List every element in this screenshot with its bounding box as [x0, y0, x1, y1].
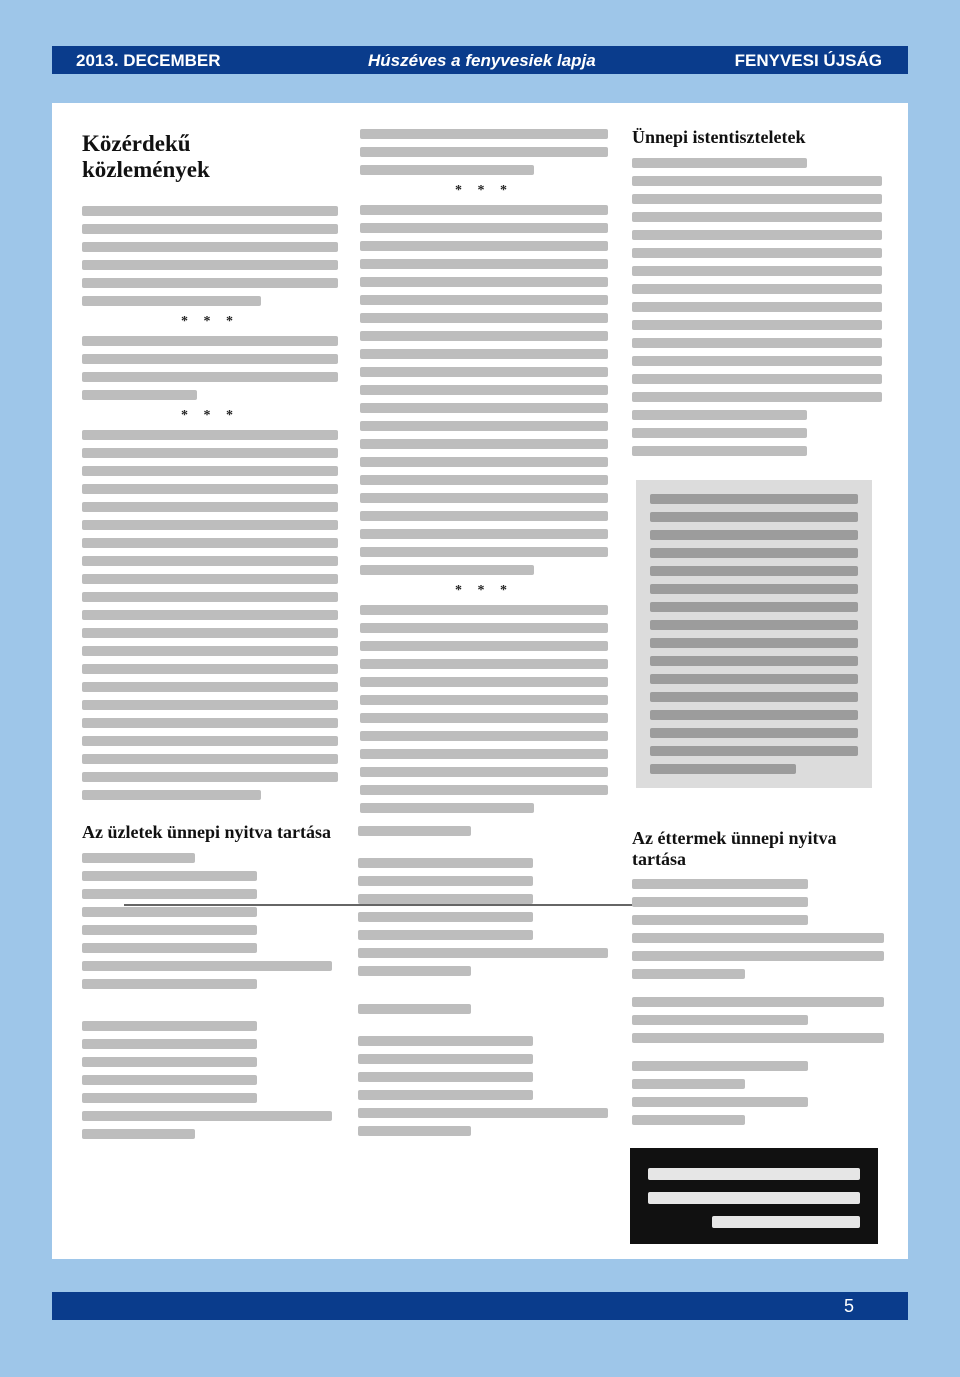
- church-services-section: [632, 127, 882, 464]
- separator-stars: * * *: [455, 183, 513, 198]
- church-services-title: Ünnepi istentiszteletek: [632, 127, 806, 147]
- masthead-bar: [52, 46, 908, 74]
- publication-tagline: Húszéves a fenyvesiek lapja: [368, 51, 596, 70]
- separator-stars: * * *: [181, 407, 239, 423]
- restaurant-hours-section: [632, 828, 884, 1133]
- public-notices-title: Közérdekű közlemények: [82, 131, 210, 183]
- notices-continued: [360, 129, 608, 821]
- publication-name: FENYVESI ÚJSÁG: [734, 51, 882, 70]
- church-services-text: [632, 158, 882, 456]
- post-office-closure-box: [630, 1148, 878, 1244]
- separator-stars: * * *: [455, 583, 513, 598]
- shop-hours-text: [82, 853, 332, 1139]
- footer-bar: [52, 1292, 908, 1320]
- shop-hours-continued: [358, 826, 608, 1144]
- restaurant-hours-title: Az éttermek ünnepi nyitva tartása: [632, 828, 837, 869]
- issue-date: 2013. DECEMBER: [76, 51, 221, 70]
- separator-stars: * * *: [181, 313, 239, 329]
- shop-hours-title: Az üzletek ünnepi nyitva tartása: [82, 822, 331, 842]
- public-notices-section: [82, 131, 338, 808]
- public-notices-text: [82, 206, 338, 800]
- page-number: 5: [843, 1296, 854, 1316]
- cinema-program-box: [636, 480, 872, 788]
- restaurant-hours-text: [632, 879, 884, 1125]
- shop-hours-section: [82, 822, 332, 1147]
